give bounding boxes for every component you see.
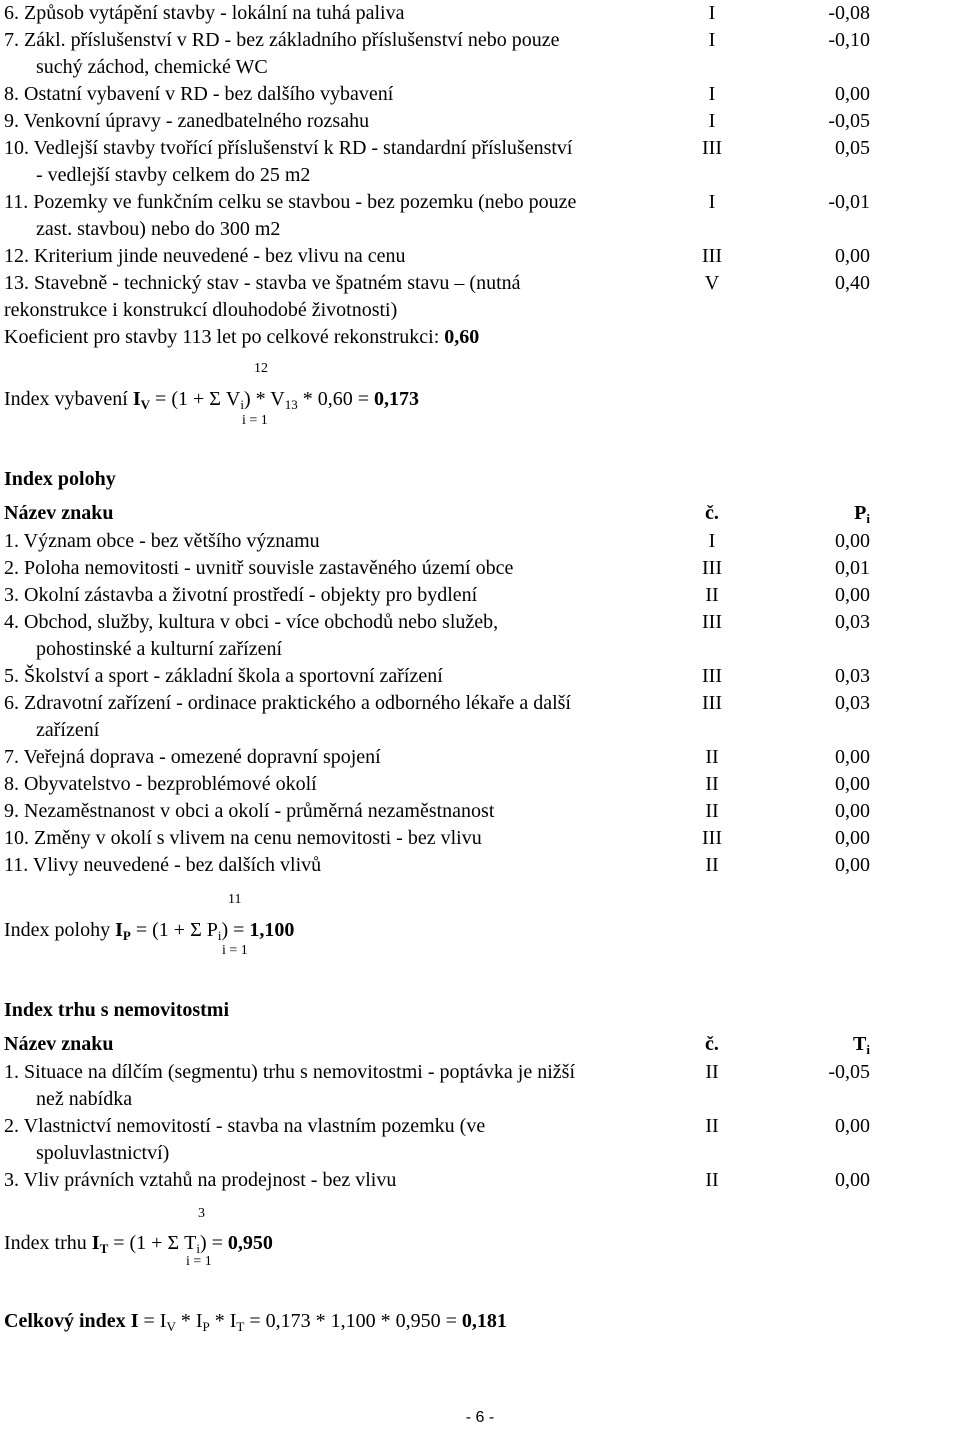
row-value: 0,00 xyxy=(835,530,870,552)
row-class: II xyxy=(705,773,719,795)
row-value: 0,40 xyxy=(835,272,870,294)
row-value: -0,05 xyxy=(828,1061,870,1083)
row-text-continuation: zařízení xyxy=(36,719,100,741)
row-value: 0,03 xyxy=(835,665,870,687)
row-text-continuation: suchý záchod, chemické WC xyxy=(36,56,268,78)
row-text: 7. Zákl. příslušenství v RD - bez základního příslušenství nebo pouze xyxy=(4,29,560,51)
row-text: 3. Okolní zástavba a životní prostředí - objekty pro bydlení xyxy=(4,584,478,606)
row-class: III xyxy=(702,827,722,849)
col-no-header: č. xyxy=(705,502,719,524)
row-class: I xyxy=(708,530,716,552)
koeficient-text: Koeficient pro stavby 113 let po celkové rekonstrukci: xyxy=(4,326,445,348)
col-no-header: č. xyxy=(705,1033,719,1055)
row-value: 0,05 xyxy=(835,137,870,159)
row-text: 1. Význam obce - bez většího významu xyxy=(4,530,320,552)
row-class: III xyxy=(702,557,722,579)
koeficient-value: 0,60 xyxy=(444,326,480,348)
row-text: 13. Stavebně - technický stav - stavba ve špatném stavu – (nutná xyxy=(4,272,521,294)
row-value: 0,00 xyxy=(835,245,870,267)
row-text: 9. Nezaměstnanost v obci a okolí - průměrná nezaměstnanost xyxy=(4,800,495,822)
index-vybaveni-formula: Index vybavení $I_V = (1 + \Sigma$ $V_i) * V_{13} * 0,60 = 0,173$ xyxy=(4,388,420,412)
row-text-continuation: než nabídka xyxy=(36,1088,133,1110)
row-value: 0,00 xyxy=(835,746,870,768)
vybaveni-sum-upper: 12 xyxy=(254,361,268,376)
row-value: 0,00 xyxy=(835,827,870,849)
col-name-header: Název znaku xyxy=(4,502,114,524)
row-value: 0,00 xyxy=(835,83,870,105)
index-polohy-formula: Index polohy $I_P = (1 + \Sigma$ $P_i) = 1,100$ xyxy=(4,919,295,943)
row-class: I xyxy=(708,110,716,132)
row-class: III xyxy=(702,665,722,687)
row-text: 6. Způsob vytápění stavby - lokální na tuhá paliva xyxy=(4,2,405,24)
col-val-header: $P_i$ xyxy=(854,502,870,526)
row-text-continuation: spoluvlastnictví) xyxy=(36,1142,170,1164)
row-value: 0,00 xyxy=(835,1169,870,1191)
row-value: 0,03 xyxy=(835,611,870,633)
row-class: III xyxy=(702,137,722,159)
row-value: -0,10 xyxy=(828,29,870,51)
row-text: 9. Venkovní úpravy - zanedbatelného rozsahu xyxy=(4,110,370,132)
polohy-sum-upper: 11 xyxy=(228,892,242,907)
row-class: II xyxy=(705,854,719,876)
row-value: 0,00 xyxy=(835,854,870,876)
row-value: -0,05 xyxy=(828,110,870,132)
trhu-sum-upper: 3 xyxy=(198,1206,205,1221)
row-text-continuation: zast. stavbou) nebo do 300 m2 xyxy=(36,218,281,240)
index-trhu-result: 0,950 xyxy=(227,1232,273,1254)
row-class: III xyxy=(702,692,722,714)
row-text-continuation: rekonstrukce i konstrukcí dlouhodobé životnosti) xyxy=(4,299,398,321)
celkovy-index-result: 0,181 xyxy=(461,1310,507,1332)
row-text: 7. Veřejná doprava - omezené dopravní spojení xyxy=(4,746,381,768)
vybaveni-sum-lower: i = 1 xyxy=(242,413,268,428)
row-value: 0,00 xyxy=(835,584,870,606)
sigma-symbol: Σ xyxy=(167,1232,180,1254)
index-trhu-heading: Index trhu s nemovitostmi xyxy=(4,999,230,1021)
row-class: II xyxy=(705,584,719,606)
row-text: 10. Změny v okolí s vlivem na cenu nemovitosti - bez vlivu xyxy=(4,827,482,849)
row-class: III xyxy=(702,611,722,633)
row-text: 3. Vliv právních vztahů na prodejnost - bez vlivu xyxy=(4,1169,397,1191)
index-polohy-heading: Index polohy xyxy=(4,468,116,490)
index-trhu-formula: Index trhu $I_T = (1 + \Sigma$ $T_i) = 0,950$ xyxy=(4,1232,273,1256)
row-value: 0,00 xyxy=(835,1115,870,1137)
row-text: 11. Vlivy neuvedené - bez dalších vlivů xyxy=(4,854,322,876)
row-class: I xyxy=(708,29,716,51)
row-class: I xyxy=(708,191,716,213)
koeficient-line xyxy=(4,324,479,351)
row-class: II xyxy=(705,1115,719,1137)
row-value: -0,01 xyxy=(828,191,870,213)
row-text: 5. Školství a sport - základní škola a sportovní zařízení xyxy=(4,665,443,687)
row-text: 8. Obyvatelstvo - bezproblémové okolí xyxy=(4,773,317,795)
row-value: -0,08 xyxy=(828,2,870,24)
row-text-continuation: pohostinské a kulturní zařízení xyxy=(36,638,283,660)
row-value: 0,00 xyxy=(835,800,870,822)
index-polohy-result: 1,100 xyxy=(249,919,295,941)
row-class: II xyxy=(705,1169,719,1191)
row-class: II xyxy=(705,800,719,822)
row-class: I xyxy=(708,83,716,105)
row-text: 6. Zdravotní zařízení - ordinace praktického a odborného lékaře a další xyxy=(4,692,571,714)
row-text: 8. Ostatní vybavení v RD - bez dalšího vybavení xyxy=(4,83,394,105)
polohy-sum-lower: i = 1 xyxy=(222,943,248,958)
sigma-symbol: Σ xyxy=(209,388,221,410)
row-class: II xyxy=(705,1061,719,1083)
row-text: 1. Situace na dílčím (segmentu) trhu s nemovitostmi - poptávka je nižší xyxy=(4,1061,575,1083)
row-text-continuation: - vedlejší stavby celkem do 25 m2 xyxy=(36,164,311,186)
index-vybaveni-result: 0,173 xyxy=(374,388,420,410)
row-text: 10. Vedlejší stavby tvořící příslušenství k RD - standardní příslušenství xyxy=(4,137,573,159)
row-class: III xyxy=(702,245,722,267)
row-class: I xyxy=(708,2,716,24)
row-class: V xyxy=(704,272,720,294)
row-value: 0,03 xyxy=(835,692,870,714)
sigma-symbol: Σ xyxy=(190,919,202,941)
row-text: 2. Poloha nemovitosti - uvnitř souvisle zastavěného území obce xyxy=(4,557,514,579)
row-text: 4. Obchod, služby, kultura v obci - více obchodů nebo služeb, xyxy=(4,611,499,633)
col-val-header: $T_i$ xyxy=(853,1033,870,1057)
row-text: 12. Kriterium jinde neuvedené - bez vlivu na cenu xyxy=(4,245,406,267)
row-value: 0,00 xyxy=(835,773,870,795)
celkovy-index-line: Celkový index $I = I_V * I_P * I_T = 0,173 * 1,100 * 0,950 = 0,181$ xyxy=(4,1310,507,1334)
page-number: - 6 - xyxy=(465,1409,495,1426)
row-value: 0,01 xyxy=(835,557,870,579)
col-name-header: Název znaku xyxy=(4,1033,114,1055)
row-class: II xyxy=(705,746,719,768)
trhu-sum-lower: i = 1 xyxy=(186,1254,212,1269)
row-text: 2. Vlastnictví nemovitostí - stavba na vlastním pozemku (ve xyxy=(4,1115,486,1137)
row-text: 11. Pozemky ve funkčním celku se stavbou - bez pozemku (nebo pouze xyxy=(4,191,577,213)
